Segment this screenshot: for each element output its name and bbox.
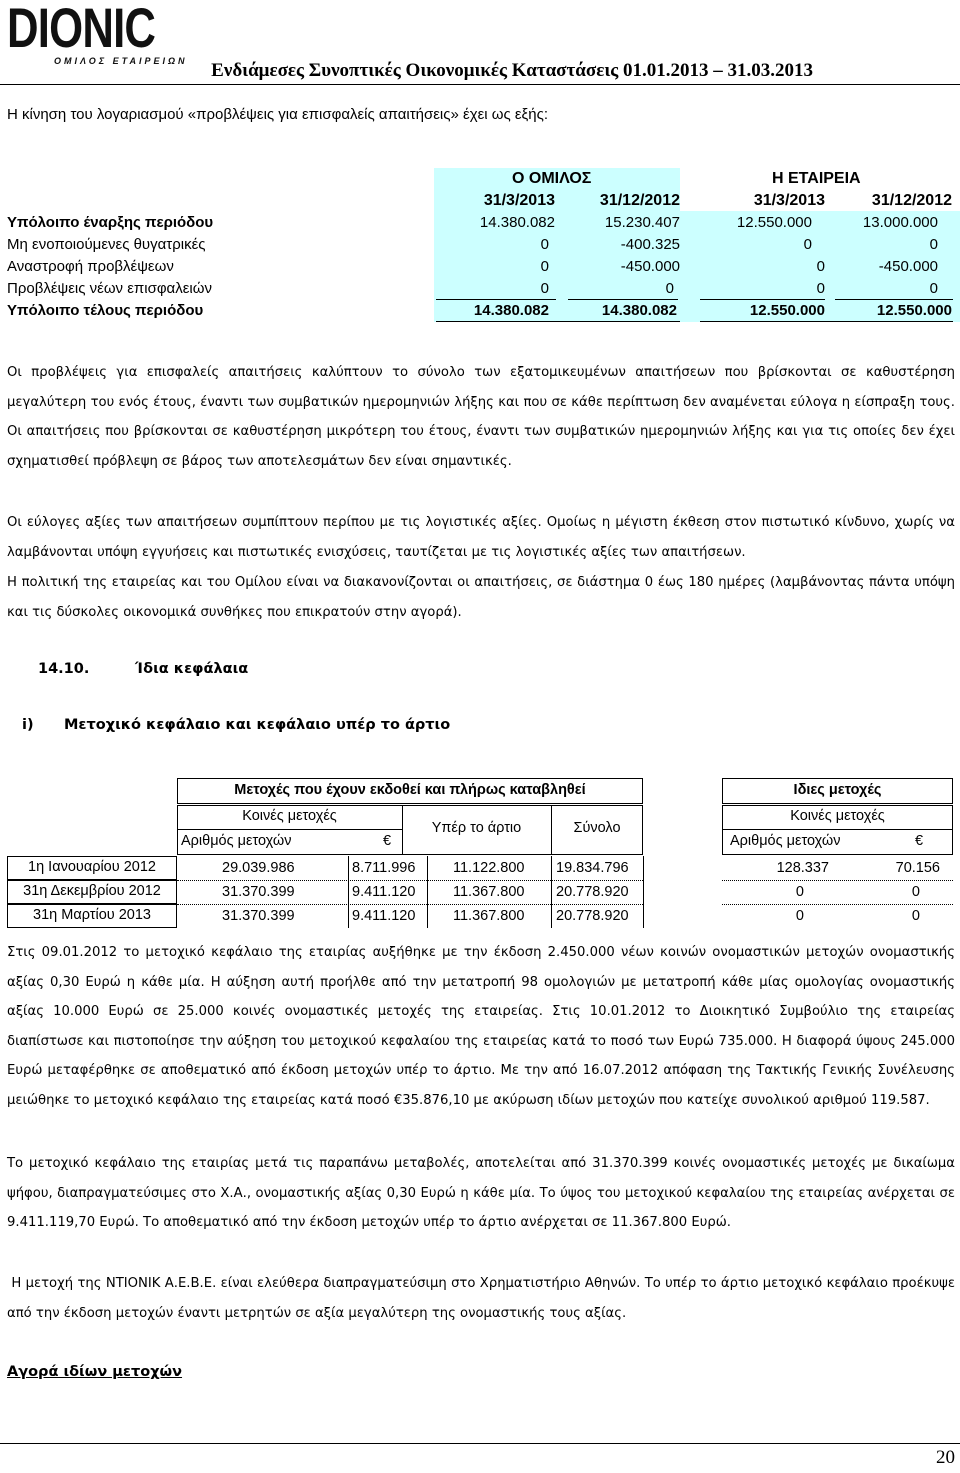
row-label: 31η Δεκεμβρίου 2012	[23, 883, 161, 899]
value-cell: 0	[911, 908, 920, 924]
date-header: 31/3/2013	[483, 192, 555, 209]
grid-line	[722, 904, 953, 905]
sum-underline	[835, 299, 953, 300]
company-logo-subtitle: ΟΜΙΛΟΣ ΕΤΑΙΡΕΙΩΝ	[54, 56, 188, 66]
value-cell: 0	[803, 236, 812, 253]
paragraph: Οι εύλογες αξίες των απαιτήσεων συμπίπτουν περίπου με τις λογιστικές αξίες. Ομοίως η μέγιστη έκθεση στον πιστωτικό κίνδυνο, χωρίς να λαμβάνονται υπόψη εγγυήσεις και πιστωτικές ενισχύσεις, ταυτίζεται με τις λογιστικές αξίες των απαιτήσεων.	[7, 515, 955, 560]
value-cell: 0	[540, 258, 549, 275]
value-cell: 0	[816, 258, 825, 275]
subsection-heading: Αγορά ιδίων μετοχών	[7, 1364, 183, 1380]
paragraph: Η μετοχή της ΝΤΙΟΝΙΚ Α.Ε.Β.Ε. είναι ελεύθερα διαπραγματεύσιμη στο Χρηματιστήριο Αθηνών. Το υπέρ το άρτιο μετοχικό κεφάλαιο προέκυψε από την έκδοση μετοχών έναντι μετρητών σε αξία μεγαλύτερη της ονομαστικής τους αξίας.	[7, 1276, 960, 1321]
value-cell: 14.380.082	[479, 214, 555, 231]
grid-line	[177, 829, 402, 830]
grid-line	[722, 829, 953, 830]
page-number: 20	[936, 1447, 955, 1468]
own-shares-header: Ιδιες μετοχές	[793, 782, 882, 798]
grid-line	[427, 856, 428, 928]
row-label: Αναστροφή προβλέψεων	[7, 258, 174, 275]
grid-line	[722, 880, 953, 881]
row-label: Υπόλοιπο έναρξης περιόδου	[7, 214, 214, 231]
value-cell: -450.000	[620, 258, 680, 275]
group-header: Ο ΟΜΙΛΟΣ	[512, 170, 592, 187]
total-label: Σύνολο	[573, 820, 621, 836]
value-cell: -400.325	[620, 236, 680, 253]
paragraph: Οι προβλέψεις για επισφαλείς απαιτήσεις καλύπτουν το σύνολο των εξατομικευμένων απαιτήσεων που βρίσκονται σε καθυστέρηση μεγαλύτερη του ενός έτους, έναντι των συμβατικών ημερομηνιών λήξης και που σε κάθε περίπτωση δεν αναμένεται εύλογα η είσπραξη τους. Οι απαιτήσεις που βρίσκονται σε καθυστέρηση μικρότερη του έτους, έναντι των συμβατικών ημερομηνιών λήξης και για τις οποίες δεν έχει σχηματισθεί πρόβλεψη σε βάρος των αποτελεσμάτων δεν είναι σημαντικές.	[7, 365, 955, 469]
value-cell: 31.370.399	[222, 884, 295, 900]
header-divider	[0, 84, 960, 85]
page-header-title: Ενδιάμεσες Συνοπτικές Οικονομικές Καταστάσεις 01.01.2013 – 31.03.2013	[211, 60, 813, 81]
value-cell: 128.337	[776, 860, 829, 876]
value-cell: 12.550.000	[749, 302, 825, 319]
value-cell: -450.000	[878, 258, 938, 275]
above-par-label: Υπέρ το άρτιο	[431, 820, 522, 836]
value-cell: 0	[795, 884, 804, 900]
sum-underline	[436, 299, 556, 300]
value-cell: 11.367.800	[453, 908, 525, 924]
own-euro-label: €	[915, 833, 924, 849]
subsection-title: Μετοχικό κεφάλαιο και κεφάλαιο υπέρ το άρτιο	[64, 717, 451, 733]
grid-line	[177, 904, 643, 905]
grid-line	[643, 856, 644, 928]
grid-line	[551, 856, 552, 928]
row-label: Προβλέψεις νέων επισφαλειών	[7, 280, 212, 297]
value-cell: 0	[929, 236, 938, 253]
value-cell: 29.039.986	[222, 860, 295, 876]
section-title: Ίδια κεφάλαια	[135, 661, 249, 677]
value-cell: 8.711.996	[352, 860, 416, 876]
row-label: Μη ενοποιούμενες θυγατρικές	[7, 236, 206, 253]
value-cell: 0	[540, 280, 549, 297]
grid-line	[177, 880, 643, 881]
value-cell: 13.000.000	[862, 214, 938, 231]
own-common-shares-label: Κοινές μετοχές	[790, 808, 885, 824]
issued-shares-header: Μετοχές που έχουν εκδοθεί και πλήρως καταβληθεί	[234, 782, 586, 798]
row-label: 1η Ιανουαρίου 2012	[28, 859, 156, 875]
section-number: 14.10.	[38, 661, 90, 677]
grid-line	[348, 856, 349, 928]
row-label: 31η Μαρτίου 2013	[33, 907, 151, 923]
value-cell: 0	[911, 884, 920, 900]
value-cell: 20.778.920	[556, 908, 629, 924]
sum-underline	[568, 299, 678, 300]
date-header: 31/3/2013	[753, 192, 825, 209]
value-cell: 11.367.800	[453, 884, 525, 900]
num-shares-label: Αριθμός μετοχών	[181, 833, 292, 849]
value-cell: 11.122.800	[453, 860, 525, 876]
paragraph: Το μετοχικό κεφάλαιο της εταιρίας μετά τις παραπάνω μεταβολές, αποτελείται από 31.370.399 κοινές ονομαστικές μετοχές με δικαίωμα ψήφου, διαπραγματεύσιμες στο Χ.Α., ονομαστικής αξίας 0,30 Ευρώ η κάθε μία. Το ύψος του μετοχικού κεφαλαίου της εταιρείας ανέρχεται σε 9.411.119,70 Ευρώ. Το αποθεματικό από την έκδοση μετοχών υπέρ το άρτιο ανέρχεται σε 11.367.800 Ευρώ.	[7, 1156, 955, 1231]
own-num-shares-label: Αριθμός μετοχών	[730, 833, 841, 849]
paragraph: Η πολιτική της εταιρείας και του Ομίλου είναι να διακανονίζονται οι απαιτήσεις, σε διάστημα 0 έως 180 ημέρες (λαμβάνοντας πάντα υπόψη και τις δύσκολες οικονομικά συνθήκες που επικρατούν στην αγορά).	[7, 575, 955, 620]
value-cell: 9.411.120	[352, 908, 416, 924]
paragraph: Στις 09.01.2012 το μετοχικό κεφάλαιο της εταιρίας αυξήθηκε με την έκδοση 2.450.000 νέων κοινών ονομαστικών μετοχών ονομαστικής αξίας 0,30 Ευρώ η κάθε μία. Η αύξηση αυτή προήλθε από την μετατροπή 98 ομολογιών με μετατροπή κάθε μίας ομολογίας ονομαστικής αξίας 10.000 Ευρώ σε 25.000 κοινές ονομαστικές μετοχές της εταιρείας. Στις 10.01.2012 το Διοικητικό Συμβούλιο της εταιρείας διαπίστωσε και πιστοποίησε την αύξηση του μετοχικού κεφαλαίου της εταιρείας κατά το ποσό των Ευρώ 735.000. Η διαφορά ύψους 245.000 Ευρώ μεταφέρθηκε σε αποθεματικό από έκδοση μετοχών υπέρ το άρτιο. Με την από 16.07.2012 απόφαση της Τακτικής Γενικής Συνέλευσης μειώθηκε το μετοχικό κεφάλαιο της εταιρείας κατά ποσό €35.876,10 με ακύρωση ιδίων μετοχών που κατείχε συνολικού αριθμού 119.587.	[7, 945, 955, 1108]
company-logo: DIONIC	[7, 0, 156, 59]
value-cell: 12.550.000	[736, 214, 812, 231]
value-cell: 0	[795, 908, 804, 924]
value-cell: 20.778.920	[556, 884, 629, 900]
common-shares-label: Κοινές μετοχές	[242, 808, 337, 824]
value-cell: 14.380.082	[601, 302, 677, 319]
footer-divider	[0, 1443, 960, 1444]
value-cell: 12.550.000	[876, 302, 952, 319]
value-cell: 0	[929, 280, 938, 297]
value-cell: 0	[540, 236, 549, 253]
value-cell: 70.156	[895, 860, 940, 876]
value-cell: 19.834.796	[556, 860, 629, 876]
total-underline	[436, 321, 680, 322]
company-header: Η ΕΤΑΙΡΕΙΑ	[772, 170, 861, 187]
sum-underline	[700, 299, 825, 300]
value-cell: 31.370.399	[222, 908, 295, 924]
row-label: Υπόλοιπο τέλους περιόδου	[7, 302, 204, 319]
subsection-number: i)	[22, 717, 34, 733]
date-header: 31/12/2012	[599, 192, 680, 209]
date-header: 31/12/2012	[871, 192, 952, 209]
value-cell: 15.230.407	[604, 214, 680, 231]
euro-label: €	[383, 833, 392, 849]
total-underline	[700, 321, 953, 322]
value-cell: 0	[816, 280, 825, 297]
intro-text: Η κίνηση του λογαριασμού «προβλέψεις για επισφαλείς απαιτήσεις» έχει ως εξής:	[7, 106, 549, 123]
value-cell: 0	[665, 280, 674, 297]
value-cell: 9.411.120	[352, 884, 416, 900]
value-cell: 14.380.082	[473, 302, 549, 319]
